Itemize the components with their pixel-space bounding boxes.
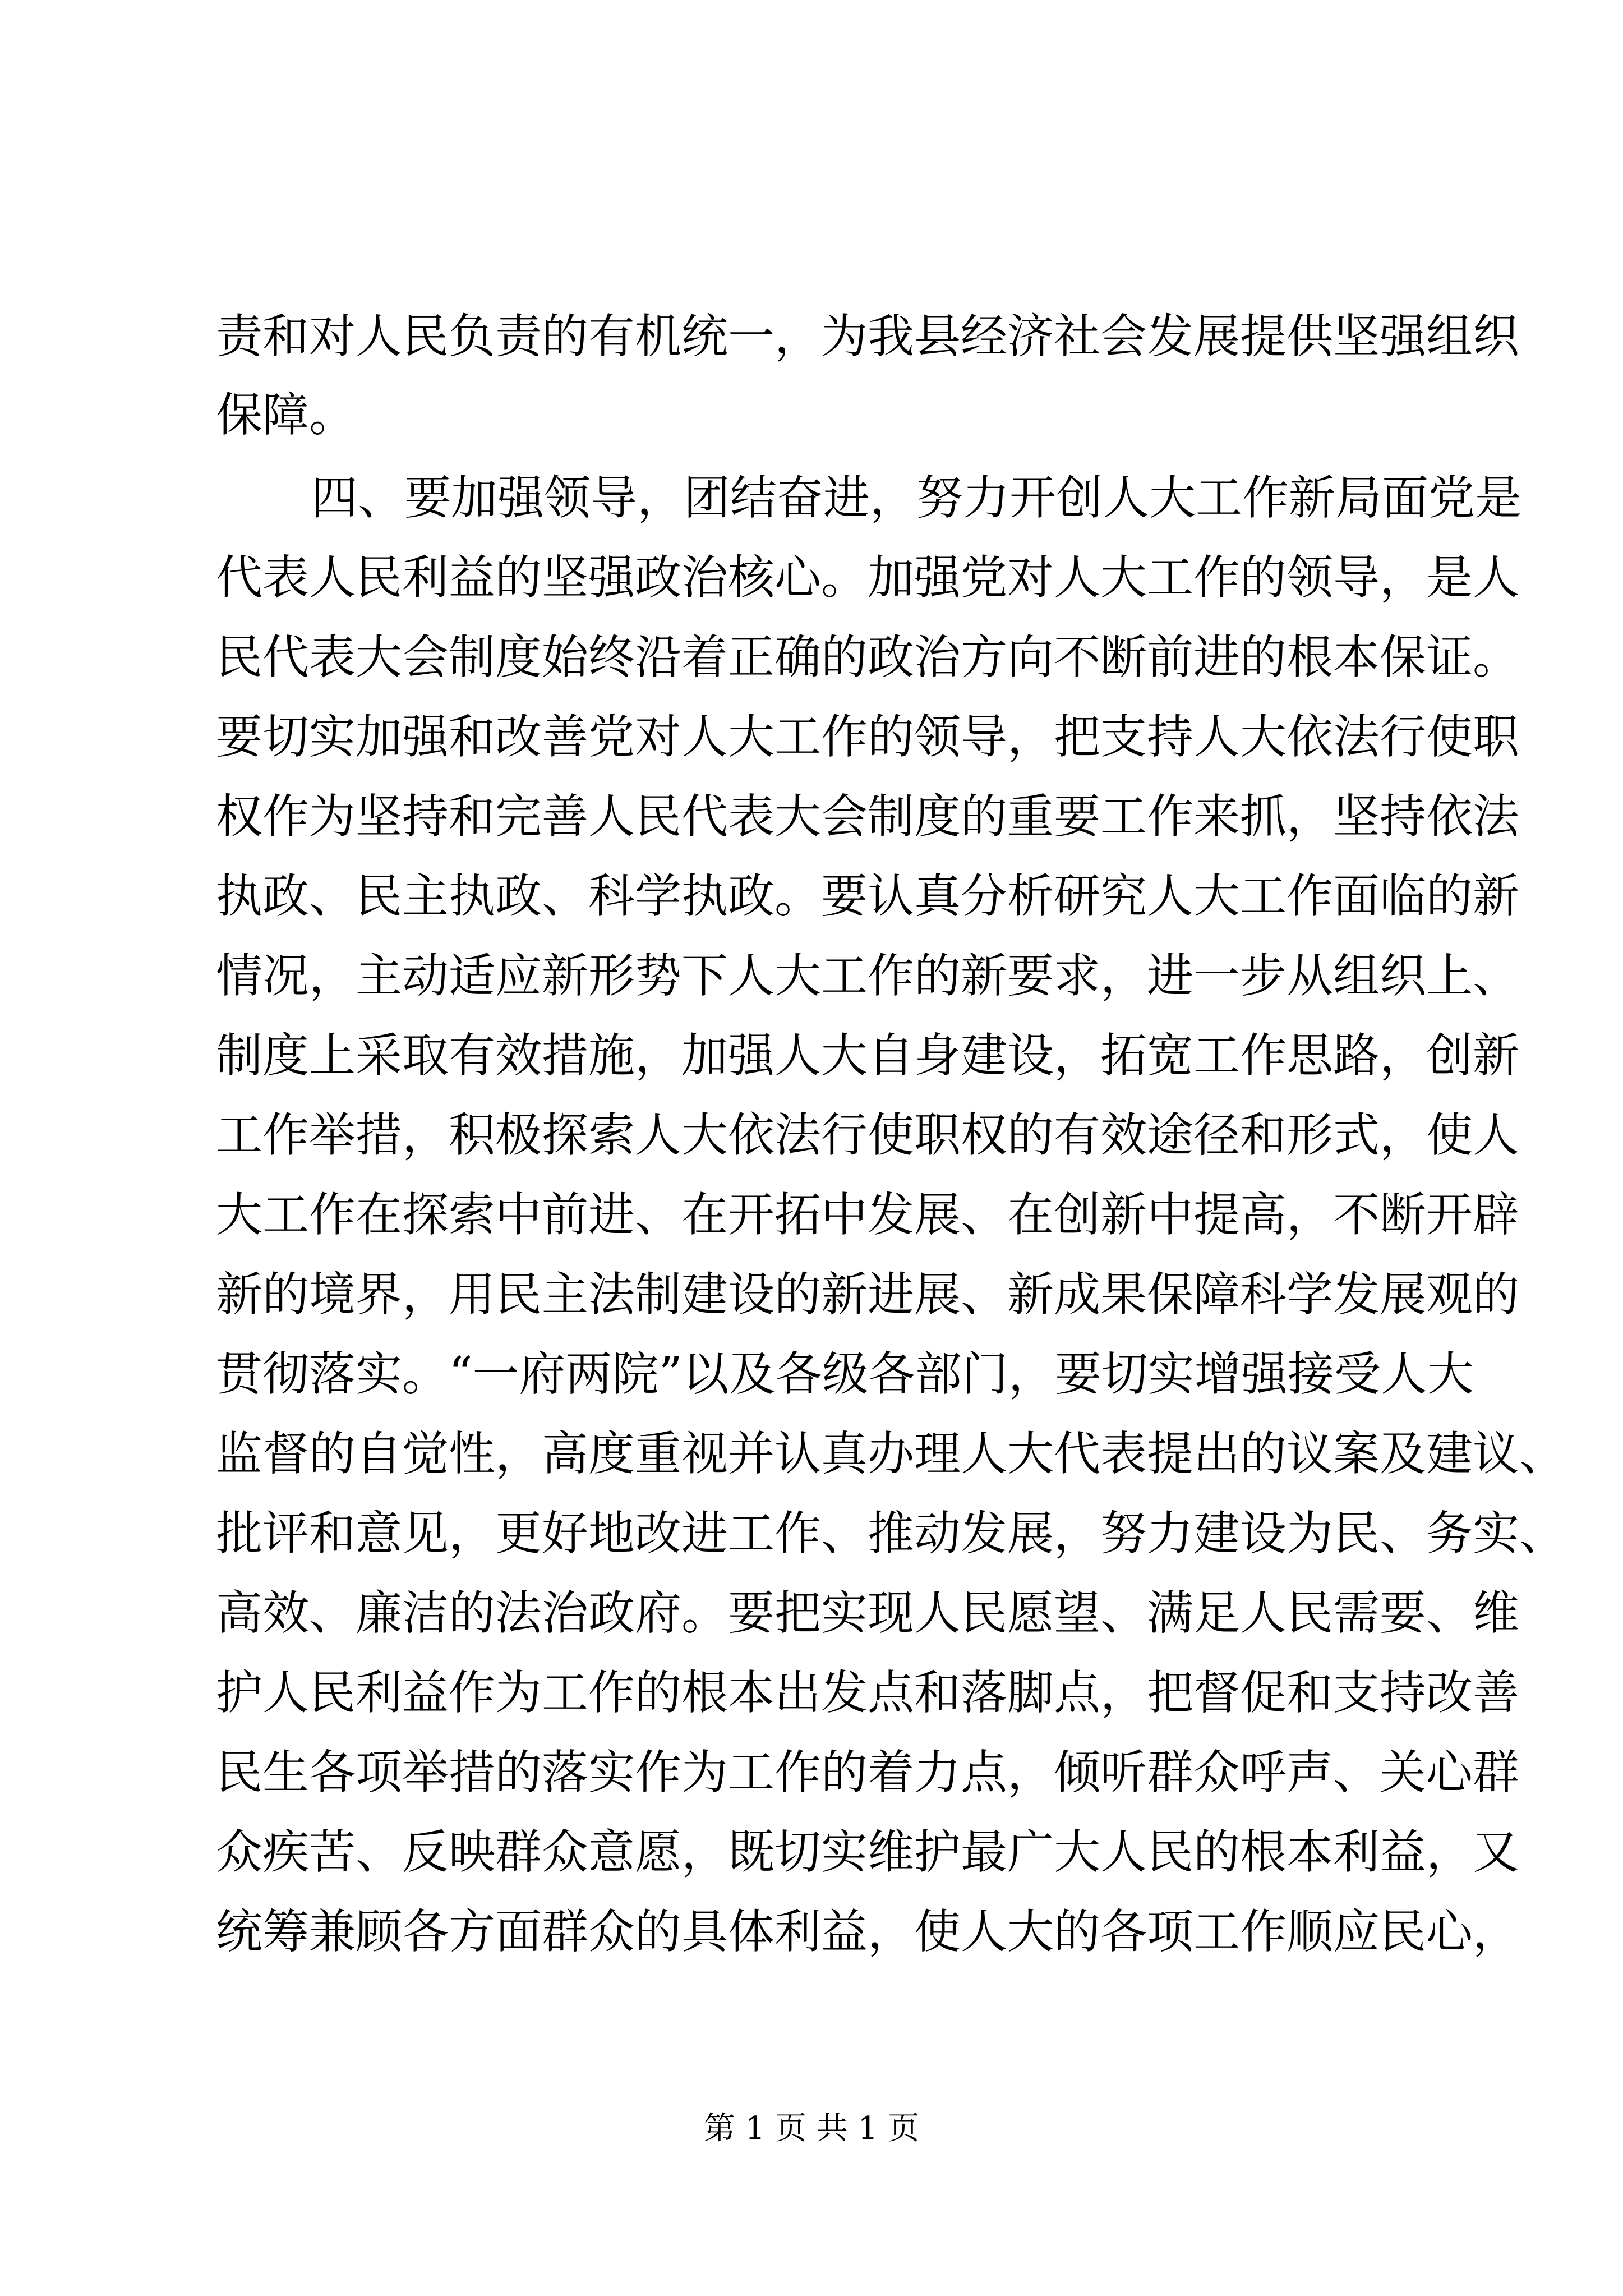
- text-line: 民代表大会制度始终沿着正确的政治方向不断前进的根本保证。: [216, 630, 1519, 684]
- text-line: 执政、民主执政、科学执政。要认真分析研究人大工作面临的新: [216, 869, 1519, 923]
- text-line: 代表人民利益的坚强政治核心。加强党对人大工作的领导，是人: [216, 550, 1519, 605]
- page-footer: 第 1 页 共 1 页: [703, 2110, 920, 2147]
- text-line: 众疾苦、反映群众意愿，既切实维护最广大人民的根本利益，又: [216, 1825, 1519, 1879]
- text-line: 贯彻落实。“一府两院”以及各级各部门，要切实增强接受人大: [216, 1347, 1474, 1401]
- text-line: 新的境界，用民主法制建设的新进展、新成果保障科学发展观的: [216, 1267, 1519, 1322]
- text-line: 权作为坚持和完善人民代表大会制度的重要工作来抓，坚持依法: [216, 789, 1519, 844]
- text-line: 工作举措，积极探索人大依法行使职权的有效途径和形式，使人: [216, 1108, 1519, 1162]
- text-line: 批评和意见，更好地改进工作、推动发展，努力建设为民、务实、: [216, 1506, 1566, 1561]
- text-line: 护人民利益作为工作的根本出发点和落脚点，把督促和支持改善: [216, 1665, 1519, 1720]
- text-line: 高效、廉洁的法治政府。要把实现人民愿望、满足人民需要、维: [216, 1586, 1519, 1640]
- text-line: 要切实加强和改善党对人大工作的领导，把支持人大依法行使职: [216, 710, 1519, 764]
- text-line: 监督的自觉性，高度重视并认真办理人大代表提出的议案及建议、: [216, 1427, 1566, 1481]
- text-line: 大工作在探索中前进、在开拓中发展、在创新中提高，不断开辟: [216, 1188, 1519, 1242]
- text-line: 民生各项举措的落实作为工作的着力点，倾听群众呼声、关心群: [216, 1745, 1519, 1800]
- text-line: 责和对人民负责的有机统一，为我县经济社会发展提供坚强组织: [216, 309, 1519, 364]
- text-line: 情况，主动适应新形势下人大工作的新要求，进一步从组织上、: [216, 949, 1519, 1003]
- text-line: 制度上采取有效措施，加强人大自身建设，拓宽工作思路，创新: [216, 1028, 1519, 1083]
- text-line: 保障。: [216, 388, 356, 442]
- paragraph-heading-line: 四、要加强领导，团结奋进，努力开创人大工作新局面党是: [311, 471, 1521, 525]
- text-line: 统筹兼顾各方面群众的具体利益，使人大的各项工作顺应民心，: [216, 1904, 1519, 1959]
